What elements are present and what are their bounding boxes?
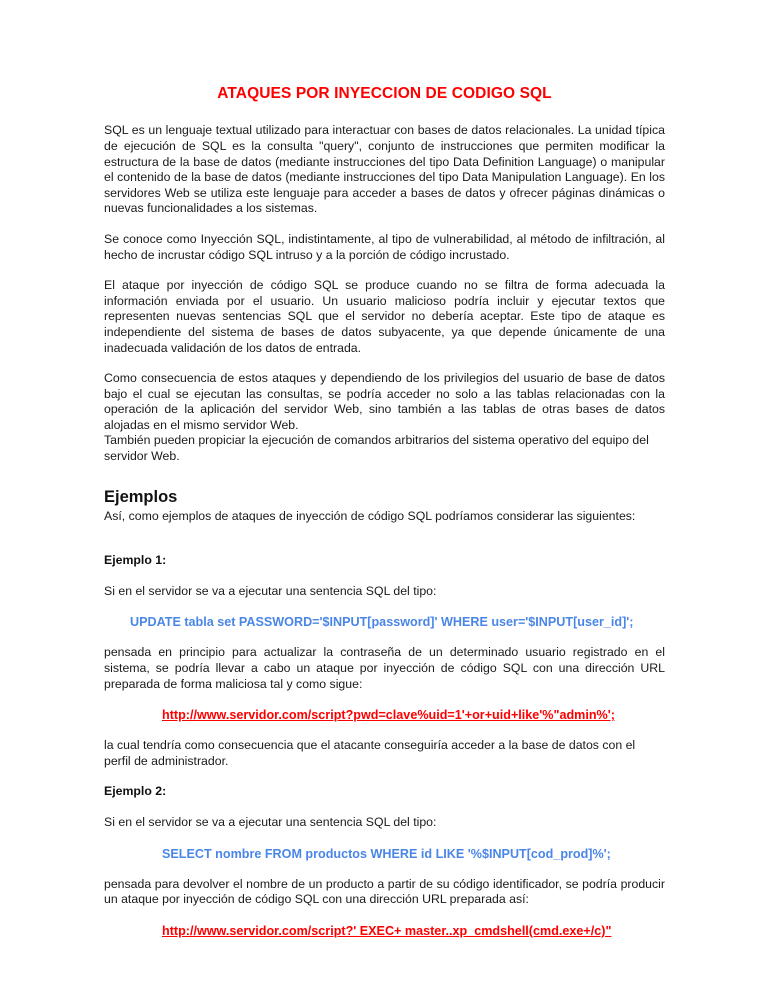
paragraph-definition: Se conoce como Inyección SQL, indistintamente, al tipo de vulnerabilidad, al método de infiltración, al hecho de incrustar código SQL intruso y a la porción de código incrustado. bbox=[104, 231, 665, 262]
example-1-sql-statement: UPDATE tabla set PASSWORD='$INPUT[password]' WHERE user='$INPUT[user_id]'; bbox=[130, 615, 634, 630]
example-1-attack-url[interactable]: http://www.servidor.com/script?pwd=clave%uid=1'+or+uid+like'%"admin%'; bbox=[162, 708, 615, 723]
paragraph-cause: El ataque por inyección de código SQL se produce cuando no se filtra de forma adecuada la información enviada por el usuario. Un usuario malicioso podría incluir y ejecutar textos que representen nuevas sentencias SQL que el servidor no debería aceptar. Este tipo de ataque es independiente del sistema de bases de datos subyacente, ya que depende únicamente de una inadecuada validación de los datos de entrada. bbox=[104, 278, 665, 355]
example-2-attack-url[interactable]: http://www.servidor.com/script?' EXEC+ master..xp_cmdshell(cmd.exe+/c)" bbox=[162, 923, 612, 938]
paragraph-consequence: Como consecuencia de estos ataques y dependiendo de los privilegios del usuario de base de datos bajo el cual se ejecutan las consultas, se podría acceder no solo a las tablas relacionadas con la operación de la aplicación del servidor Web, sino también a las tablas de otras bases de datos alojadas en el mismo servidor Web. bbox=[104, 371, 665, 432]
example-1-intro: Si en el servidor se va a ejecutar una sentencia SQL del tipo: bbox=[104, 583, 437, 598]
document-content bbox=[104, 84, 665, 954]
paragraph-consequence-extra: También pueden propiciar la ejecución de comandos arbitrarios del sistema operativo del equipo del servidor Web. bbox=[104, 433, 649, 464]
example-1-explanation: pensada en principio para actualizar la contraseña de un determinado usuario registrado en el sistema, se podría llevar a cabo un ataque por inyección de código SQL con una dirección URL preparada de forma maliciosa tal y como sigue: bbox=[104, 645, 665, 691]
paragraph-intro: SQL es un lenguaje textual utilizado para interactuar con bases de datos relacionales. La unidad típica de ejecución de SQL es la consulta "query", conjunto de instrucciones que permiten modificar la estructura de la base de datos (mediante instrucciones del tipo Data Definition Language) o manipular el contenido de la base de datos (mediante instrucciones del tipo Data Manipulation Language). En los servidores Web se utiliza este lenguaje para acceder a bases de datos y ofrecer páginas dinámicas o nuevas funcionalidades a los sistemas. bbox=[104, 123, 665, 216]
example-2-heading: Ejemplo 2: bbox=[104, 784, 167, 799]
page-title: ATAQUES POR INYECCION DE CODIGO SQL bbox=[217, 85, 552, 102]
example-2-sql-statement: SELECT nombre FROM productos WHERE id LIKE '%$INPUT[cod_prod]%'; bbox=[162, 846, 611, 861]
example-2-intro: Si en el servidor se va a ejecutar una sentencia SQL del tipo: bbox=[104, 815, 437, 829]
example-1-heading: Ejemplo 1: bbox=[104, 553, 167, 568]
section-lead-ejemplos: Así, como ejemplos de ataques de inyección de código SQL podríamos considerar las siguientes: bbox=[104, 508, 636, 523]
example-1-result: la cual tendría como consecuencia que el atacante conseguiría acceder a la base de datos con el perfil de administrador. bbox=[104, 738, 636, 768]
section-heading-ejemplos: Ejemplos bbox=[104, 487, 178, 506]
example-2-explanation: pensada para devolver el nombre de un producto a partir de su código identificador, se podría producir un ataque por inyección de código SQL con una dirección URL preparada así: bbox=[104, 876, 665, 907]
